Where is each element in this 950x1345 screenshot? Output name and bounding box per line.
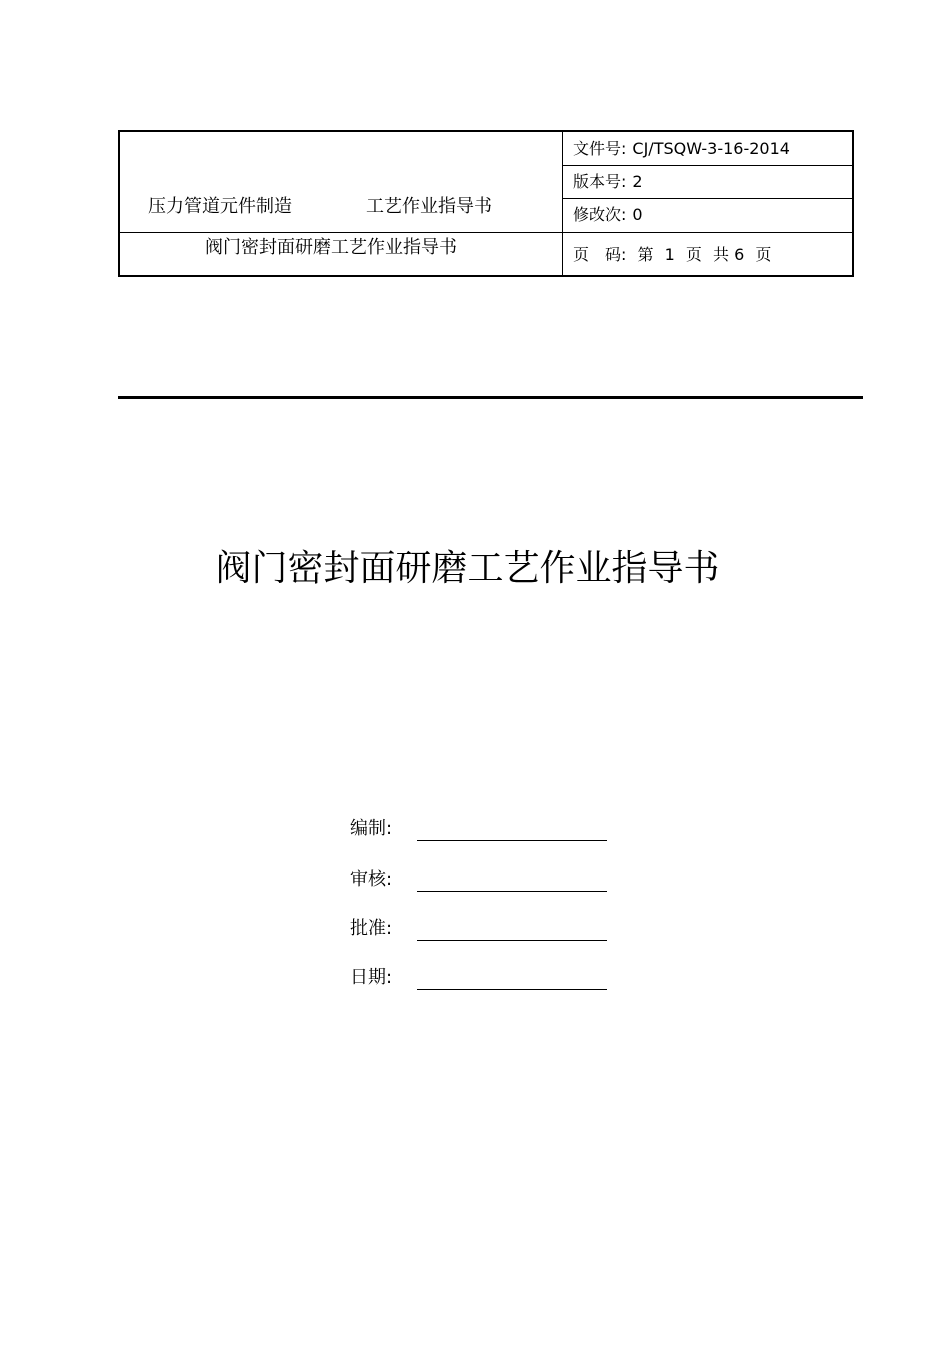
revision-label: 修改次: [573,205,627,224]
page-total: 6 [734,245,745,264]
main-title: 阀门密封面研磨工艺作业指导书 [215,548,720,589]
signature-line [417,891,607,892]
page-gong: 共 [713,245,730,264]
page-current: 1 [664,245,675,264]
horizontal-rule [118,396,863,399]
document-subtitle: 阀门密封面研磨工艺作业指导书 [205,237,457,258]
document-type: 工艺作业指导书 [366,196,492,217]
signature-line [417,989,607,990]
page-label: 页 码: [573,245,627,264]
signature-label: 编制: [350,818,393,839]
file-number-value: CJ/TSQW-3-16-2014 [632,139,790,158]
version-label: 版本号: [573,172,627,191]
signature-line [417,840,607,841]
version-value: 2 [632,172,643,191]
page-ye-2: 页 [755,245,772,264]
revision-value: 0 [632,205,643,224]
file-number-row [573,141,790,157]
signature-label: 日期: [350,967,393,988]
document-header-table [118,130,854,277]
signature-label: 审核: [350,869,393,890]
signature-row-date [350,969,392,987]
signature-line [417,940,607,941]
header-divider [120,232,852,233]
page-ye: 页 [685,245,702,264]
signature-row-reviewed [350,871,392,889]
signature-row-approved [350,920,392,938]
header-divider-vertical [562,132,563,275]
header-divider [562,198,852,199]
page-di: 第 [637,245,654,264]
revision-row [573,207,643,223]
signature-label: 批准: [350,918,393,939]
file-number-label: 文件号: [573,139,627,158]
signature-row-compiled [350,820,392,838]
page-number-row [573,247,771,263]
version-row [573,174,643,190]
company-name: 压力管道元件制造 [148,196,292,217]
header-divider [562,165,852,166]
